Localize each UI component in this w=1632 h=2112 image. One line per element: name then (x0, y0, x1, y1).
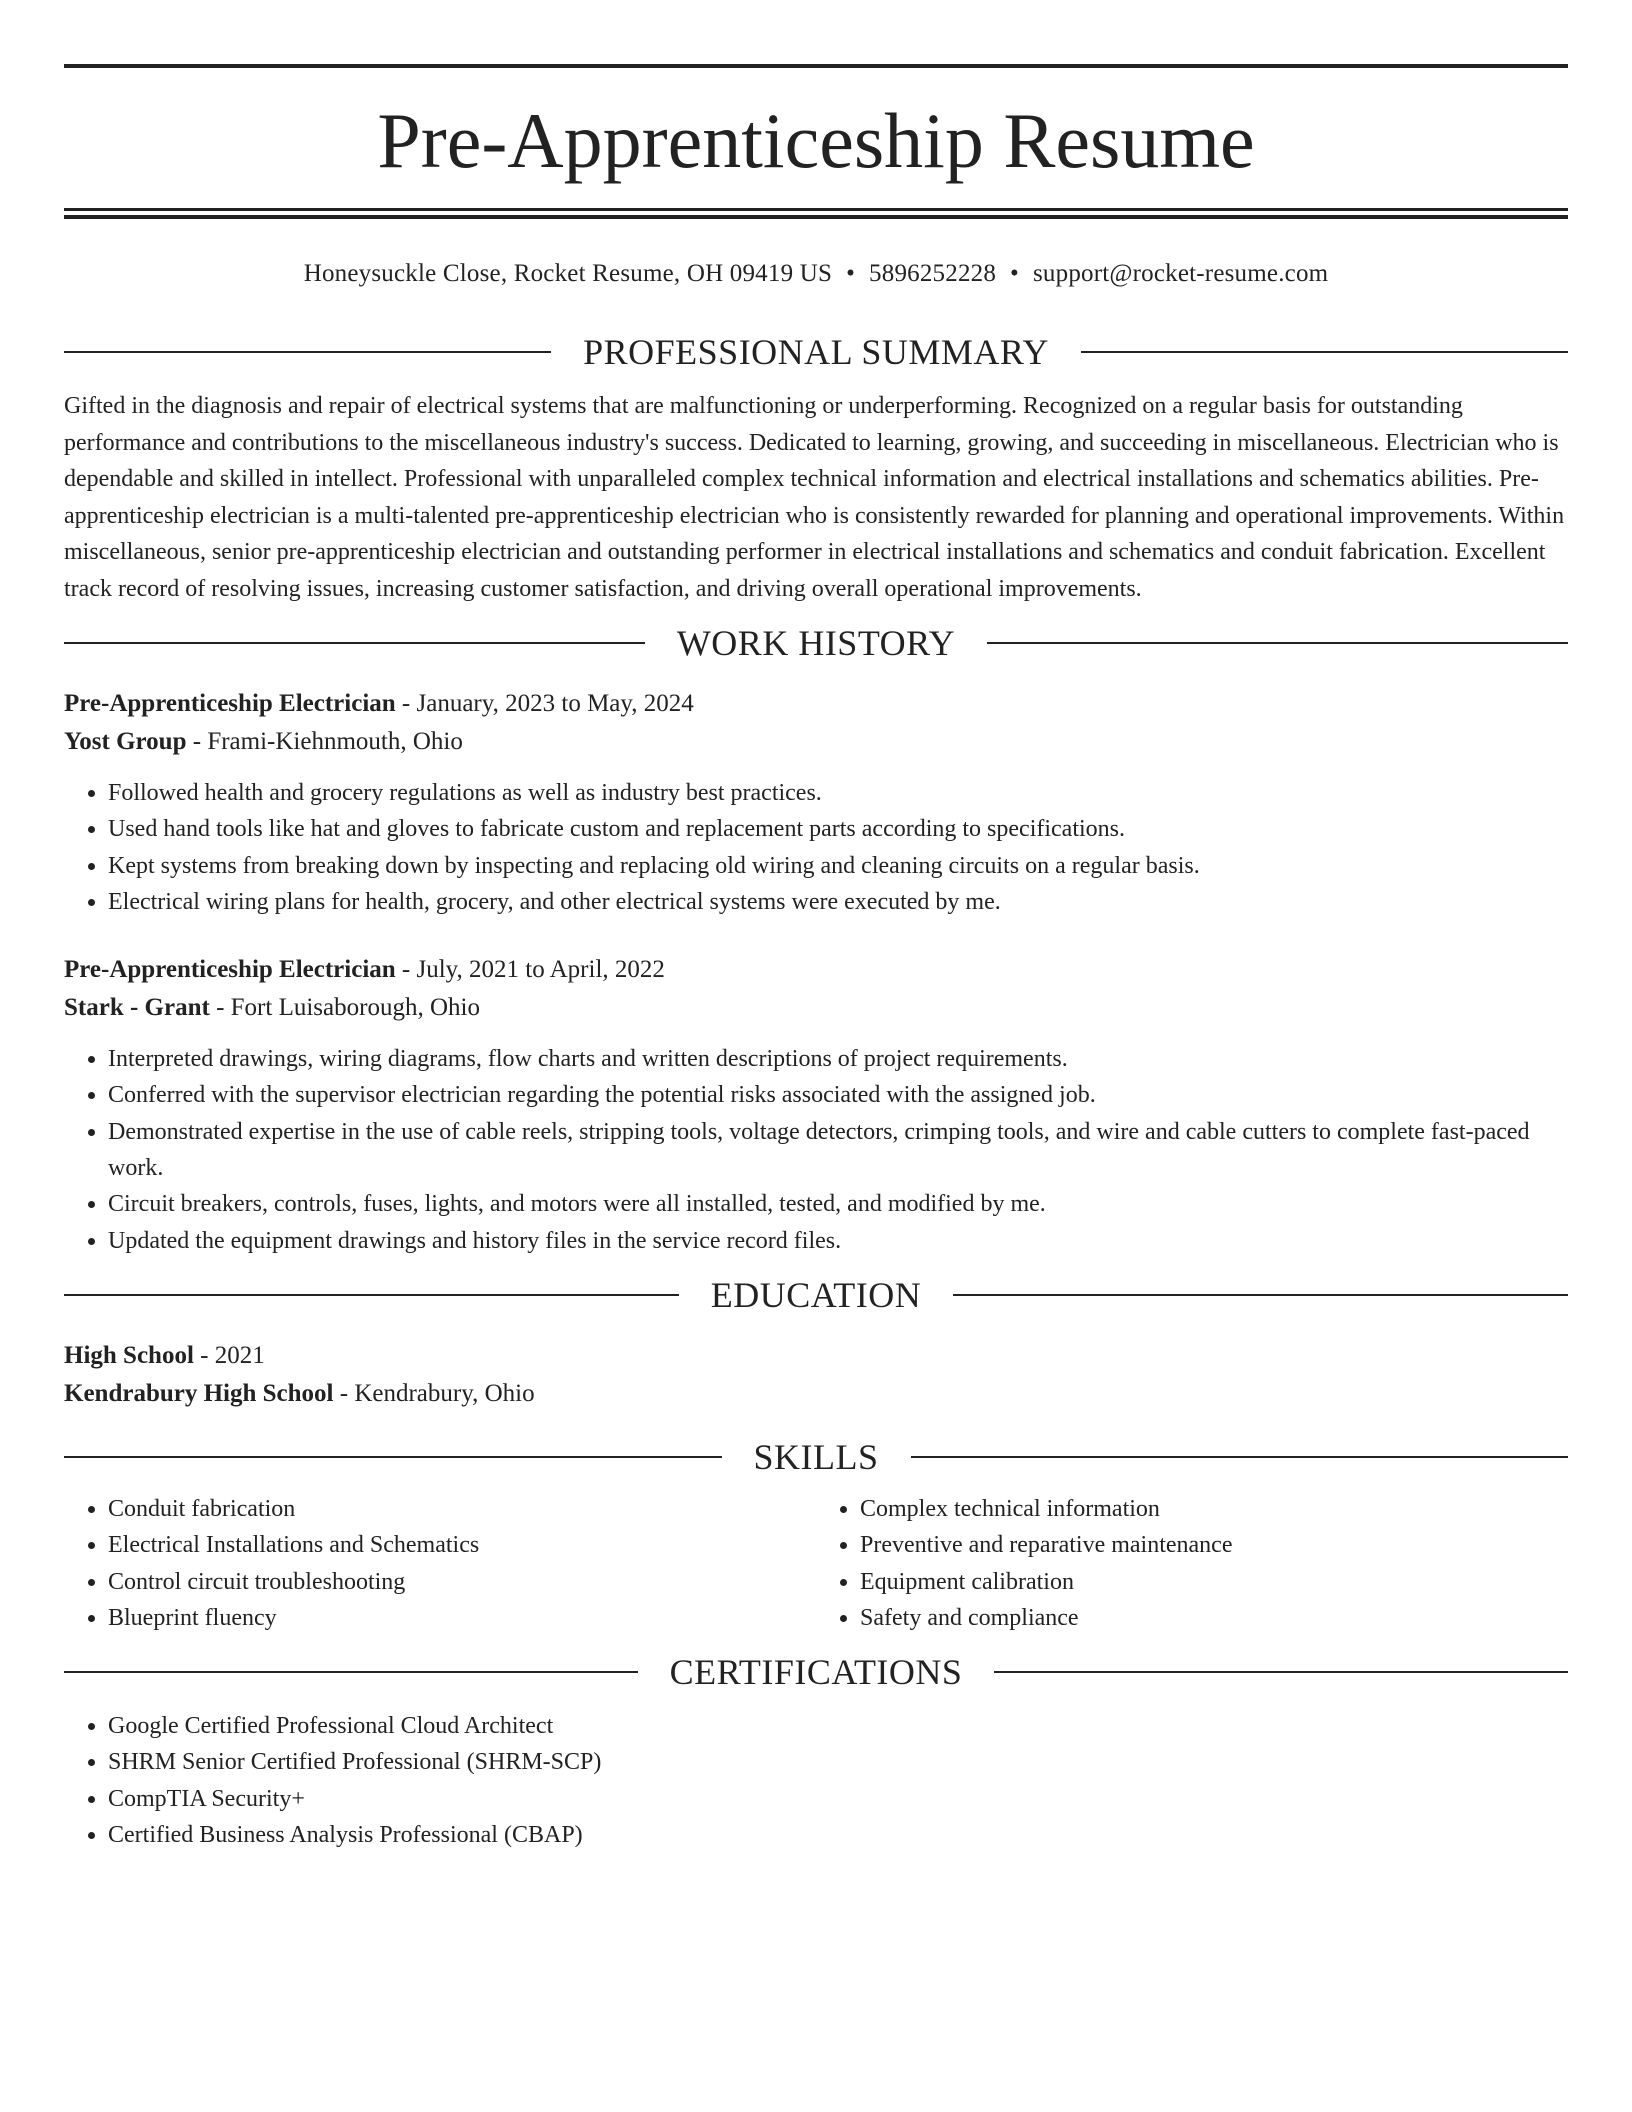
education-school-line (64, 1375, 1568, 1413)
job-entry (64, 685, 1568, 920)
list-item: • Control circuit troubleshooting (108, 1564, 816, 1600)
title-double-rule (64, 208, 1568, 219)
section-title: SKILLS (753, 1436, 879, 1477)
heading-rule (953, 1294, 1568, 1296)
list-item: • Equipment calibration (860, 1564, 1568, 1600)
job-title: Pre-Apprenticeship Electrician (64, 690, 396, 717)
resume-title: Pre-Apprenticeship Resume (377, 97, 1255, 184)
job-title-line (64, 951, 1568, 989)
summary-paragraph: Gifted in the diagnosis and repair of electrical systems that are malfunctioning or underperforming. Recognized on a regular basis for outstanding performance and contributions to the miscellaneous industry's success. Dedicated to learning, growing, and succeeding in miscellaneous. Electrician who is dependable and skilled in intellect. Professional with unparalleled complex technical information and electrical installations and schematics abilities. Pre-apprenticeship electrician is a multi-talented pre-apprenticeship electrician who is consistently rewarded for planning and operational improvements. Within miscellaneous, senior pre-apprenticeship electrician and outstanding performer in electrical installations and schematics and conduit fabrication. Excellent track record of resolving issues, increasing customer satisfaction, and driving overall operational improvements. (64, 393, 1565, 602)
heading-rule (64, 642, 645, 644)
contact-line (64, 254, 1568, 294)
skills-column-left (64, 1491, 816, 1636)
education-school: Kendrabury High School (64, 1379, 334, 1407)
contact-email: support@rocket-resume.com (1033, 260, 1329, 287)
job-entry (64, 951, 1568, 1259)
list-item: • Electrical wiring plans for health, grocery, and other electrical systems were executed by me. (108, 884, 1568, 920)
contact-phone: 5896252228 (869, 260, 997, 287)
top-rule (64, 64, 1568, 68)
skills-column-right (816, 1491, 1568, 1636)
contact-address: Honeysuckle Close, Rocket Resume, OH 09419 US (303, 260, 833, 287)
section-heading-certifications (64, 1650, 1568, 1694)
list-item: • Safety and compliance (860, 1600, 1568, 1636)
heading-rule (64, 1671, 638, 1673)
list-item: • Conferred with the supervisor electrician regarding the potential risks associated with the assigned job. (108, 1077, 1568, 1113)
list-item: • Complex technical information (860, 1491, 1568, 1527)
section-title: CERTIFICATIONS (669, 1652, 963, 1693)
list-item: • Used hand tools like hat and gloves to fabricate custom and replacement parts according to specifications. (108, 811, 1568, 847)
contact-separator: • (846, 260, 856, 287)
education-degree: High School (64, 1341, 194, 1369)
education-location: - Kendrabury, Ohio (333, 1379, 535, 1407)
job-company-line (64, 723, 1568, 761)
job-bullets (64, 1041, 1568, 1259)
list-item: • Followed health and grocery regulations as well as industry best practices. (108, 775, 1568, 811)
list-item: • Circuit breakers, controls, fuses, lights, and motors were all installed, tested, and modified by me. (108, 1186, 1568, 1222)
section-heading-skills (64, 1435, 1568, 1479)
education-entry (64, 1337, 1568, 1413)
list-item: • Kept systems from breaking down by inspecting and replacing old wiring and cleaning circuits on a regular basis. (108, 848, 1568, 884)
job-dates: - January, 2023 to May, 2024 (395, 690, 694, 717)
heading-rule (64, 351, 551, 353)
list-item: • CompTIA Security+ (108, 1781, 1568, 1817)
list-item: • Certified Business Analysis Professional (CBAP) (108, 1817, 1568, 1853)
job-company: Stark - Grant (64, 994, 210, 1022)
section-heading-summary (64, 330, 1568, 374)
list-item: • Conduit fabrication (108, 1491, 816, 1527)
heading-rule (1081, 351, 1568, 353)
list-item: • Google Certified Professional Cloud Architect (108, 1708, 1568, 1744)
section-title: EDUCATION (710, 1274, 922, 1315)
certifications-list (64, 1708, 1568, 1853)
job-dates: - July, 2021 to April, 2022 (395, 956, 665, 984)
heading-rule (994, 1671, 1568, 1673)
list-item: • Blueprint fluency (108, 1600, 816, 1636)
heading-rule (64, 1456, 722, 1458)
job-bullets (64, 775, 1568, 920)
section-title: WORK HISTORY (676, 623, 956, 663)
heading-rule (911, 1456, 1569, 1458)
job-company: Yost Group (64, 728, 187, 755)
list-item: • SHRM Senior Certified Professional (SHRM-SCP) (108, 1744, 1568, 1780)
section-heading-education (64, 1273, 1568, 1317)
list-item: • Preventive and reparative maintenance (860, 1527, 1568, 1563)
list-item: • Demonstrated expertise in the use of cable reels, stripping tools, voltage detectors, crimping tools, and wire and cable cutters to complete fast-paced work. (108, 1114, 1568, 1187)
education-year: - 2021 (193, 1341, 265, 1369)
heading-rule (64, 1294, 679, 1296)
contact-separator: • (1010, 260, 1019, 287)
section-title: PROFESSIONAL SUMMARY (583, 332, 1049, 372)
job-location: - Frami-Kiehnmouth, Ohio (186, 728, 463, 755)
job-location: - Fort Luisaborough, Ohio (209, 994, 480, 1022)
list-item: • Updated the equipment drawings and history files in the service record files. (108, 1223, 1568, 1259)
section-heading-work-history (64, 621, 1568, 665)
heading-rule (987, 642, 1568, 644)
job-title: Pre-Apprenticeship Electrician (64, 956, 396, 984)
job-title-line (64, 685, 1568, 723)
job-company-line (64, 989, 1568, 1027)
list-item: • Interpreted drawings, wiring diagrams, flow charts and written descriptions of project requirements. (108, 1041, 1568, 1077)
list-item: • Electrical Installations and Schematics (108, 1527, 816, 1563)
skills-grid (64, 1491, 1568, 1636)
education-degree-line (64, 1337, 1568, 1375)
